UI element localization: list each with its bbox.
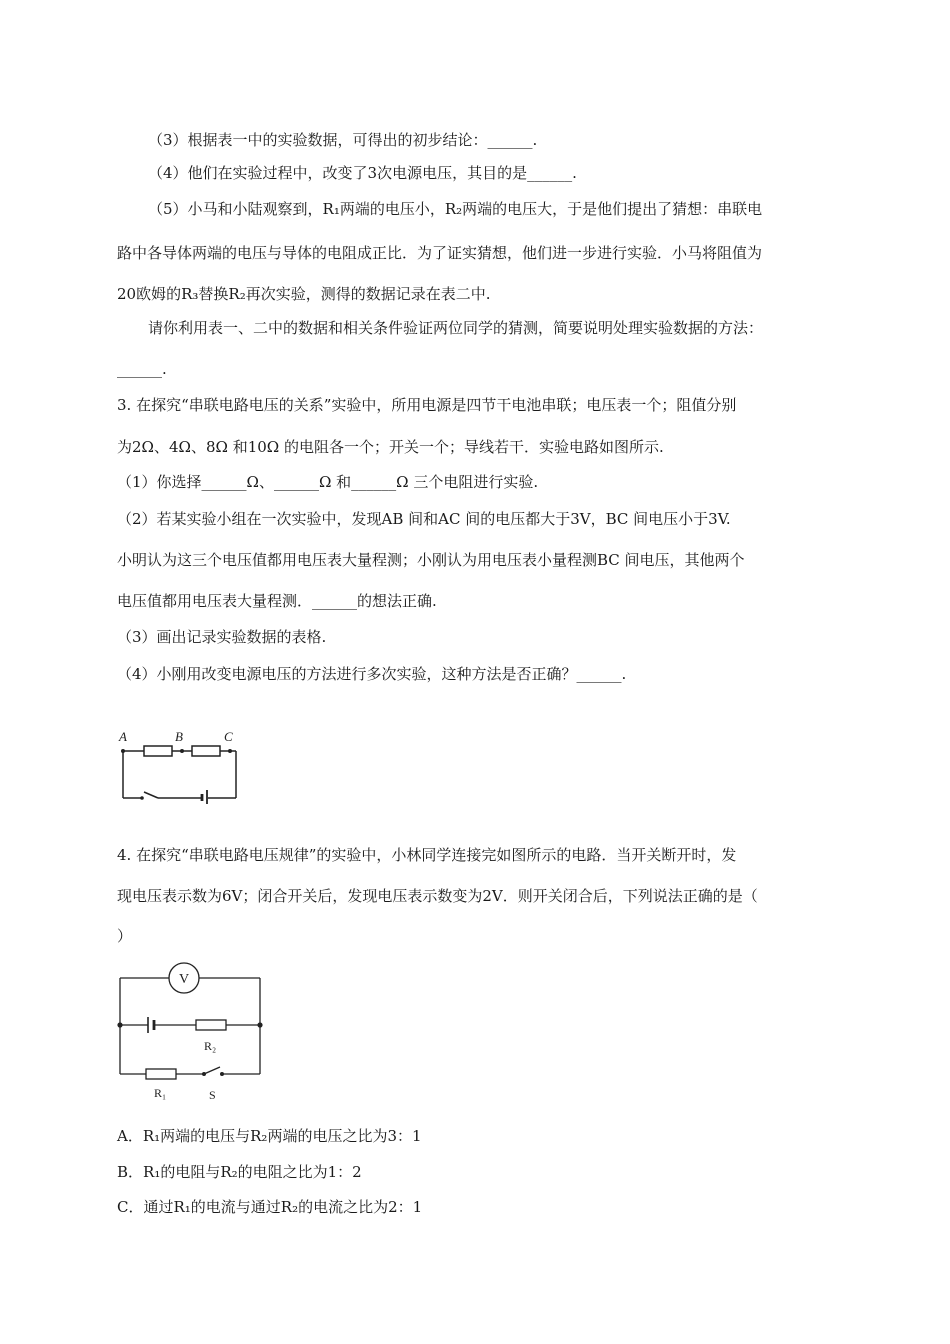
node-a: [121, 749, 125, 753]
q3-sub4: （4）小刚用改变电源电压的方法进行多次实验，这种方法是否正确？______.: [117, 665, 627, 683]
switch-contact: [220, 1072, 224, 1076]
node-b: [180, 749, 184, 753]
q2-part5-line3: 20欧姆的R₃替换R₂再次实验，测得的数据记录在表二中.: [117, 285, 491, 303]
q3-circuit-figure: [114, 728, 244, 804]
switch-pivot: [140, 796, 144, 800]
q3-sub2-line3: 电压值都用电压表大量程测．______的想法正确.: [117, 592, 437, 610]
q2-part3: （3）根据表一中的实验数据，可得出的初步结论：______.: [148, 131, 538, 149]
q4-stem-line3: ）: [117, 927, 133, 945]
q3-sub3: （3）画出记录实验数据的表格.: [117, 628, 327, 646]
label-a: A: [119, 729, 127, 744]
voltmeter-label: V: [178, 972, 190, 987]
label-r1: R₁: [154, 1086, 167, 1100]
q2-part6-line1: 请你利用表一、二中的数据和相关条件验证两位同学的猜测，简要说明处理实验数据的方法：: [148, 319, 764, 337]
junction-right: [257, 1022, 262, 1027]
q3-sub2-line2: 小明认为这三个电压值都用电压表大量程测；小刚认为用电压表小量程测BC 间电压，其他两个: [117, 551, 745, 569]
node-c: [228, 749, 232, 753]
label-c: C: [224, 729, 233, 744]
label-b: B: [175, 729, 183, 744]
q2-part6-line2: ______.: [117, 360, 167, 378]
junction-left: [117, 1022, 122, 1027]
q3-stem-line1: 3. 在探究“串联电路电压的关系”实验中，所用电源是四节干电池串联；电压表一个；阻值分别: [117, 396, 737, 414]
q2-part5-line2: 路中各导体两端的电压与导体的电阻成正比．为了证实猜想，他们进一步进行实验．小马将阻值为: [117, 244, 763, 262]
q4-stem-line2: 现电压表示数为6V；闭合开关后，发现电压表示数变为2V．则开关闭合后，下列说法正确的是（: [117, 887, 758, 905]
q3-stem-line2: 为2Ω、4Ω、8Ω 和10Ω 的电阻各一个；开关一个；导线若干．实验电路如图所示.: [117, 438, 664, 456]
q3-sub1: （1）你选择______Ω、______Ω 和______Ω 三个电阻进行实验.: [117, 473, 539, 491]
q4-option-a[interactable]: A．R₁两端的电压与R₂两端的电压之比为3：1: [117, 1127, 422, 1145]
switch-pivot: [202, 1072, 206, 1076]
q3-sub2-line1: （2）若某实验小组在一次实验中，发现AB 间和AC 间的电压都大于3V，BC 间电压小于3V.: [117, 510, 731, 528]
q2-part5-line1: （5）小马和小陆观察到，R₁两端的电压小，R₂两端的电压大，于是他们提出了猜想：串联电: [148, 200, 763, 218]
q4-stem-line1: 4. 在探究“串联电路电压规律”的实验中，小林同学连接完如图所示的电路．当开关断开时，发: [117, 846, 737, 864]
label-r2: R₂: [204, 1039, 217, 1053]
q4-circuit-figure: [112, 958, 272, 1108]
q4-option-c[interactable]: C．通过R₁的电流与通过R₂的电流之比为2：1: [117, 1198, 423, 1216]
q4-option-b[interactable]: B．R₁的电阻与R₂的电阻之比为1：2: [117, 1163, 362, 1181]
q2-part4: （4）他们在实验过程中，改变了3次电源电压，其目的是______.: [148, 164, 577, 182]
label-s: S: [209, 1088, 216, 1102]
